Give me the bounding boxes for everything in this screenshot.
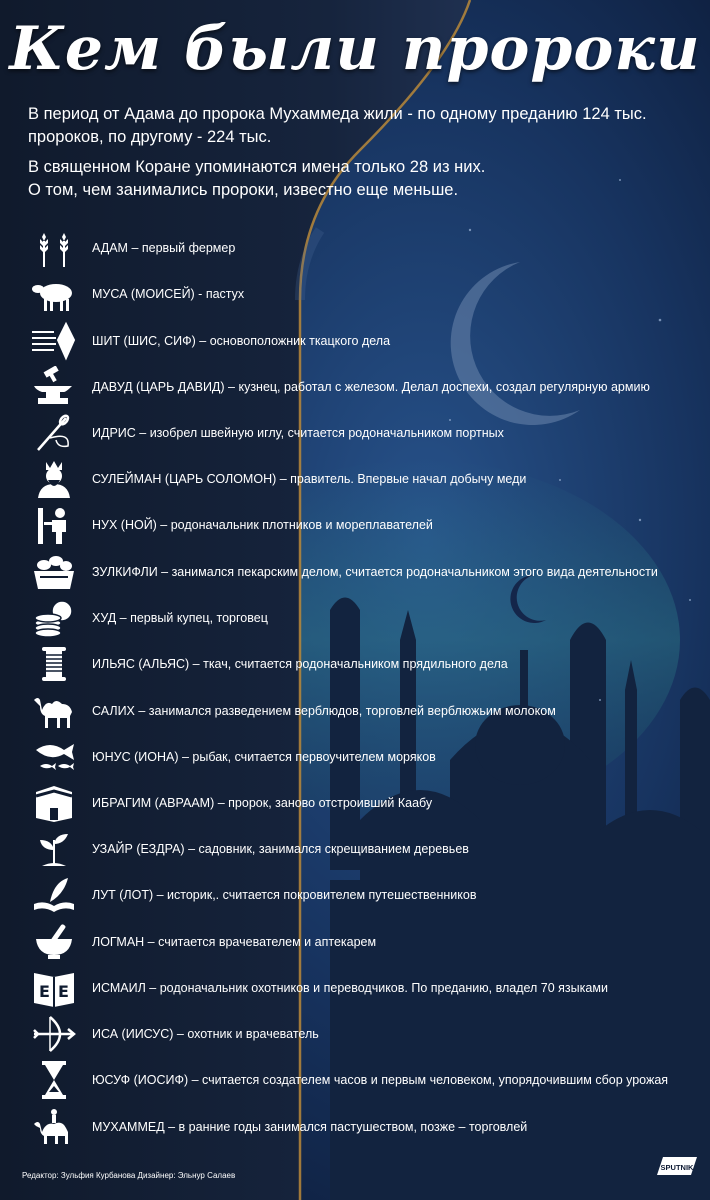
- translation-book-icon: [30, 967, 78, 1009]
- prophet-row: [30, 690, 690, 732]
- mortar-icon: [30, 921, 78, 963]
- prophet-description: ИДРИС – изобрел швейную иглу, считается родоначальником портных: [92, 426, 504, 440]
- bread-icon: [30, 551, 78, 593]
- king-icon: [30, 458, 78, 500]
- needle-icon: [30, 412, 78, 454]
- prophet-description: ЛУТ (ЛОТ) – историк,. считается покровителем путешественников: [92, 888, 477, 902]
- prophet-description: АДАМ – первый фермер: [92, 241, 236, 255]
- prophet-row: [30, 921, 690, 963]
- credits: Редактор: Зульфия Курбанова Дизайнер: Эльнур Салаев: [22, 1171, 236, 1180]
- coins-icon: [30, 597, 78, 639]
- prophet-row: [30, 1059, 690, 1101]
- prophet-row: [30, 782, 690, 824]
- prophet-description: МУСА (МОИСЕЙ) - пастух: [92, 287, 245, 301]
- intro-paragraph-1: [28, 103, 688, 149]
- prophet-description: ИЛЬЯС (АЛЬЯС) – ткач, считается родоначальником прядильного дела: [92, 657, 508, 671]
- prophet-row: [30, 1106, 690, 1148]
- prophet-description: УЗАЙР (ЕЗДРА) – садовник, занимался скрещиванием деревьев: [92, 842, 469, 856]
- bow-icon: [30, 1013, 78, 1055]
- svg-text:E: E: [39, 982, 50, 1001]
- prophet-row: [30, 458, 690, 500]
- prophet-row: [30, 320, 690, 362]
- hourglass-icon: [30, 1059, 78, 1101]
- prophet-row: [30, 504, 690, 546]
- intro-paragraph-2: [28, 156, 688, 202]
- intro-line: В священном Коране упоминаются имена только 28 из них.: [28, 158, 486, 176]
- prophet-description: ИБРАГИМ (АВРААМ) – пророк, заново отстроивший Каабу: [92, 796, 433, 810]
- prophet-description: ИСМАИЛ – родоначальник охотников и переводчиков. По преданию, владел 70 языками: [92, 981, 608, 995]
- anvil-icon: [30, 366, 78, 408]
- kaaba-icon: [30, 782, 78, 824]
- intro-line: В период от Адама до пророка Мухаммеда жили - по одному преданию 124 тыс.: [28, 105, 647, 123]
- prophet-description: НУХ (НОЙ) – родоначальник плотников и мореплавателей: [92, 518, 433, 532]
- prophet-row: [30, 366, 690, 408]
- intro-line: пророков, по другому - 224 тыс.: [28, 128, 272, 146]
- fish-icon: [30, 736, 78, 778]
- carpenter-icon: [30, 504, 78, 546]
- weaving-icon: [30, 320, 78, 362]
- sputnik-logo: [655, 1155, 699, 1177]
- camel-rider-icon: [30, 1106, 78, 1148]
- prophet-description: СУЛЕЙМАН (ЦАРЬ СОЛОМОН) – правитель. Впервые начал добычу меди: [92, 472, 527, 486]
- quill-book-icon: [30, 874, 78, 916]
- prophet-description: ЮСУФ (ИОСИФ) – считается создателем часов и первым человеком, упорядочившим сбор урожая: [92, 1073, 669, 1087]
- prophet-description: ЮНУС (ИОНА) – рыбак, считается первоучителем моряков: [92, 750, 436, 764]
- prophet-description: ДАВУД (ЦАРЬ ДАВИД) – кузнец, работал с железом. Делал доспехи, создал регулярную армию: [92, 380, 650, 394]
- svg-text:SPUTNIK: SPUTNIK: [660, 1163, 694, 1172]
- prophet-row: [30, 643, 690, 685]
- prophet-row: [30, 736, 690, 778]
- prophet-row: [30, 273, 690, 315]
- prophet-row: [30, 967, 690, 1009]
- sheep-icon: [30, 273, 78, 315]
- prophet-row: [30, 412, 690, 454]
- svg-text:E: E: [58, 982, 69, 1001]
- prophet-description: САЛИХ – занимался разведением верблюдов, торговлей верблюжьим молоком: [92, 704, 556, 718]
- prophet-row: [30, 227, 690, 269]
- prophet-description: ШИТ (ШИС, СИФ) – основоположник ткацкого дела: [92, 334, 391, 348]
- prophet-row: [30, 828, 690, 870]
- sprout-icon: [30, 828, 78, 870]
- prophet-description: ХУД – первый купец, торговец: [92, 611, 268, 625]
- prophet-description: ЛОГМАН – считается врачевателем и аптекарем: [92, 935, 377, 949]
- spool-icon: [30, 643, 78, 685]
- prophet-row: [30, 551, 690, 593]
- prophet-row: [30, 597, 690, 639]
- page-title: Кем были пророки: [9, 14, 701, 84]
- prophet-row: [30, 1013, 690, 1055]
- prophet-description: ЗУЛКИФЛИ – занимался пекарским делом, считается родоначальником этого вида деятельности: [92, 565, 658, 579]
- wheat-icon: [30, 227, 78, 269]
- intro-line: О том, чем занимались пророки, известно еще меньше.: [28, 181, 459, 199]
- prophet-description: ИСА (ИИСУС) – охотник и врачеватель: [92, 1027, 319, 1041]
- prophet-row: [30, 874, 690, 916]
- prophet-description: МУХАММЕД – в ранние годы занимался пастушеством, позже – торговлей: [92, 1120, 528, 1134]
- camel-icon: [30, 690, 78, 732]
